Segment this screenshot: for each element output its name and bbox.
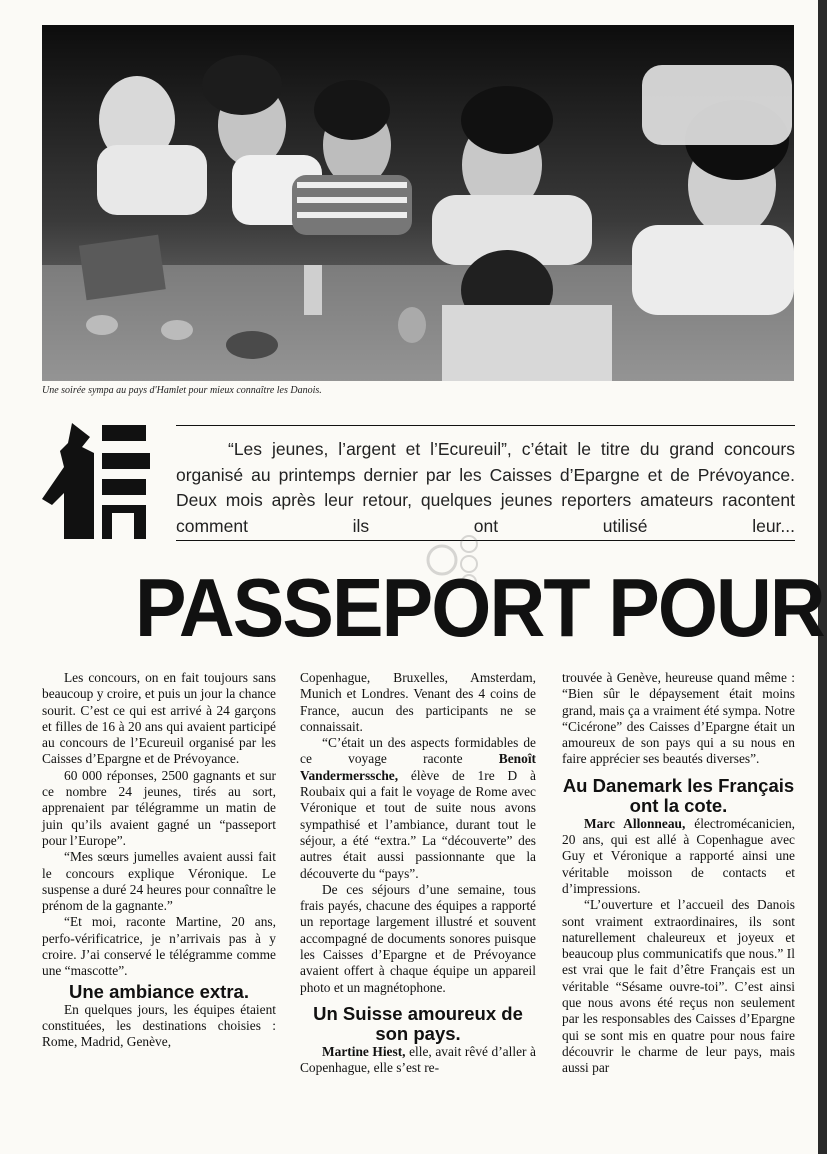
column-3	[562, 670, 795, 1077]
subheading: Un Suisse amoureux de son pays.	[313, 1002, 523, 1044]
text: électromécanicien, 20 ans, qui est allé à Copenhague avec Guy et Véronique a rapporté ainsi une véritable moisson de contacts et d’impressions.	[562, 815, 795, 896]
intro-paragraph: “Les jeunes, l’argent et l’Ecureuil”, c’était le titre du grand concours organisé au printemps dernier par les Caisses d’Epargne et de Prévoyance. Deux mois après leur retour, quelques jeunes reporters amateurs racontent comment ils ont utilisé leur...	[176, 439, 795, 536]
paragraph	[300, 735, 536, 882]
paragraph: En quelques jours, les équipes étaient constituées, les destinations choisies : Rome, Madrid, Genève,	[42, 1001, 276, 1050]
paragraph: “Mes sœurs jumelles avaient aussi fait le concours explique Véronique. Le suspense a duré 24 heures pour connaître le prénom de la gagnante.”	[42, 849, 276, 914]
subheading: Une ambiance extra.	[69, 980, 249, 1002]
headline: PASSEPORT POUR	[135, 561, 824, 654]
paragraph: “Et moi, raconte Martine, 20 ans, perfo-vérificatrice, je n’arrivais pas à y croire. J’ai conservé le télégramme comme une “mascotte”.	[42, 914, 276, 979]
paragraph: 60 000 réponses, 2500 gagnants et sur ce nombre 24 jeunes, tirés au sort, apprenaient par télégramme un matin de juin qu’ils avaient gagné un “passeport pour l’Europe”.	[42, 767, 276, 848]
paragraph: trouvée à Genève, heureuse quand même : “Bien sûr le dépaysement était moins grand, mais ça a vraiment été sympa. Notre “Cicérone” des Caisses d’Epargne était un amoureux de son pays qui a su nous en faire apprécier ses beautés diverses”.	[562, 670, 795, 767]
column-2	[300, 670, 536, 1077]
paragraph	[562, 816, 795, 897]
subheading: Au Danemark les Français ont la cote.	[562, 774, 795, 816]
paragraph: De ces séjours d’une semaine, tous frais payés, chacune des équipes a rapporté un reportage largement illustré et souvent accompagné de documents sonores puisque les Caisses d’Epargne et de Prévoyance avaient offert à chaque équipe un appareil photo et un magnétophone.	[300, 881, 536, 995]
squirrel-logo-icon	[42, 423, 150, 539]
photo-caption: Une soirée sympa au pays d'Hamlet pour mieux connaître les Danois.	[42, 385, 322, 396]
text: élève de 1re D à Roubaix qui a fait le voyage de Rome avec Véronique et tout de suite nous avons sympathisé et l’ambiance, durant tout le séjour, a été “extra.” La “découverte” des autres était aussi passionnante que la découverte du “pays”.	[300, 767, 536, 881]
column-1	[42, 670, 276, 1051]
paragraph: Copenhague, Bruxelles, Amsterdam, Munich et Londres. Venant des 4 coins de France, aucun des participants ne se connaissait.	[300, 670, 536, 734]
paragraph	[300, 1044, 536, 1077]
text: “C’était un des aspects formidables de ce voyage raconte	[300, 735, 536, 767]
person-name: Marc Allonneau,	[584, 815, 686, 831]
top-rule	[176, 425, 795, 426]
text: elle, avait rêvé d’aller à Copenhague, elle s’est re-	[300, 1043, 536, 1076]
bottom-rule	[176, 540, 795, 541]
person-name: Benoît Vandermerssche,	[300, 751, 536, 783]
paragraph: Les concours, on en fait toujours sans beaucoup y croire, et puis un jour la chance sourit. C’est ce qui est arrivé à 24 garçons et filles de 16 à 20 ans qui avaient participé au concours de l’Ecureuil organisé par les Caisses d’Epargne et de Prévoyance.	[42, 670, 276, 767]
party-photo	[42, 25, 794, 381]
person-name: Martine Hiest,	[322, 1043, 406, 1059]
paragraph: “L’ouverture et l’accueil des Danois sont vraiment extraordinaires, ils sont naturellement chaleureux et joyeux et beaucoup plus communicatifs que nous.” Il est vrai que le fait d’être Français est un véritable “Sésame ouvre-toi”. C’est ainsi que nous avons été reçus non seulement par les responsables des Caisses d’Epargne qui se sont mis en quatre pour nous faire découvrir le charme de leur pays, mais aussi par	[562, 897, 795, 1076]
